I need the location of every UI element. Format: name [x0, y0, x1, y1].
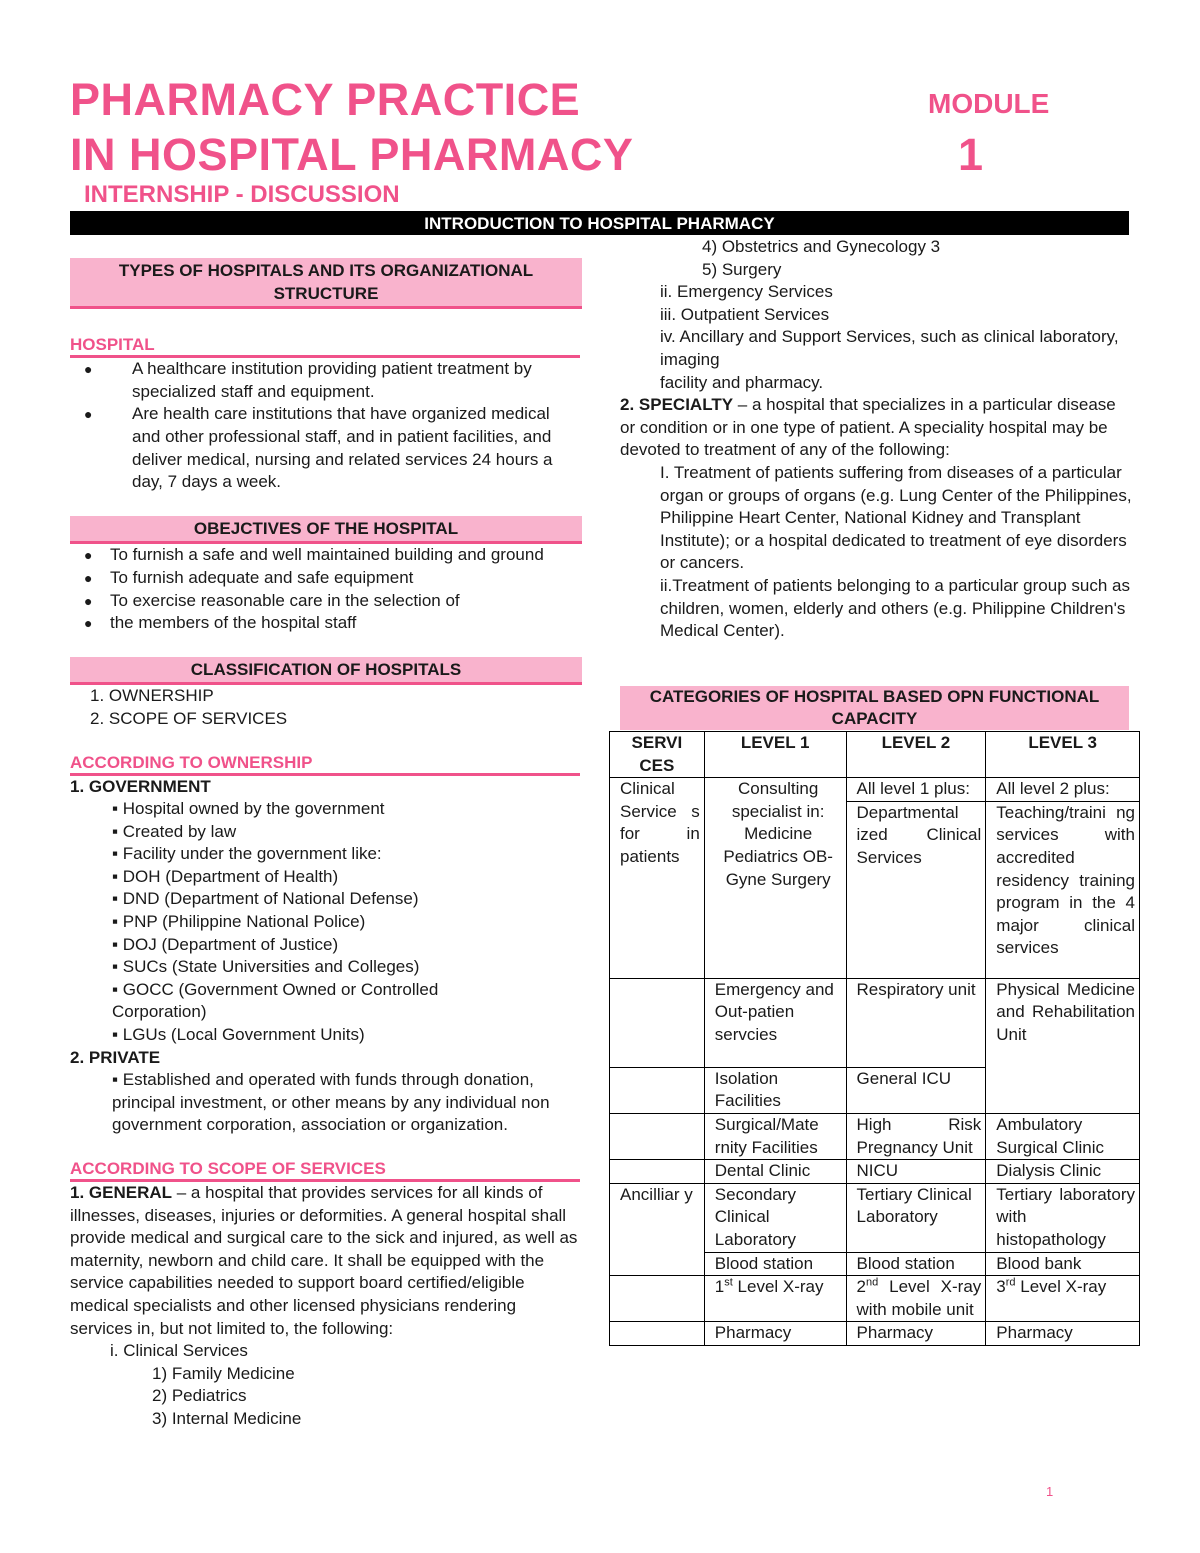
list-item: ii.Treatment of patients belonging to a particular group such as children, women, elderly and others (e.g. Philippine Children's Medical Center).: [660, 575, 1130, 641]
table-cell: Ambulatory Surgical Clinic: [986, 1113, 1140, 1159]
module-label: MODULE: [928, 88, 1050, 119]
table-cell: Surgical/Mate rnity Facilities: [704, 1113, 846, 1159]
bullet-icon: ●: [84, 361, 93, 378]
bullet-icon: ●: [84, 406, 93, 423]
table-cell: Pharmacy: [846, 1322, 986, 1346]
table-cell: [610, 1322, 705, 1346]
table-row: [610, 1183, 1140, 1252]
list-item: [70, 567, 582, 590]
list-item: 5) Surgery: [702, 259, 782, 279]
table-header-row: [610, 732, 1140, 778]
table-cell: Blood bank: [986, 1252, 1140, 1276]
list-item: ▪ Hospital owned by the government: [112, 799, 385, 819]
list-item: [70, 358, 582, 403]
list-item: 1) Family Medicine: [152, 1363, 295, 1383]
table-cell: Tertiary laboratory with histopathology: [986, 1183, 1140, 1252]
subtitle: INTERNSHIP - DISCUSSION: [84, 181, 400, 208]
hospital-heading: HOSPITAL: [70, 335, 580, 358]
table-cell: Physical Medicine and Rehabilitation Unit: [986, 978, 1140, 1113]
government-title: 1. GOVERNMENT: [70, 776, 211, 796]
table-row: [610, 1322, 1140, 1346]
capacity-table: [609, 731, 1140, 1346]
list-item-text: Are health care institutions that have organized medical and other professional staff, and in patient facilities, and deliver medical, nursing and related services 24 hours a day, 7 days a week.: [132, 404, 553, 492]
clinical-services-label: i. Clinical Services: [110, 1341, 248, 1361]
table-row: [610, 1113, 1140, 1159]
list-item-text: To furnish a safe and well maintained building and ground: [110, 545, 544, 565]
specialty-title: 2. SPECIALTY: [620, 395, 734, 415]
table-cell: Tertiary Clinical Laboratory: [846, 1183, 986, 1252]
table-cell: Pharmacy: [986, 1322, 1140, 1346]
table-cell: Dialysis Clinic: [986, 1160, 1140, 1184]
list-item: ▪ Created by law: [112, 821, 237, 841]
table-cell: Teaching/traini ng services with accredited residency training program in the 4 major clinical services: [986, 801, 1140, 978]
list-item: iii. Outpatient Services: [660, 304, 830, 324]
list-item: ii. Emergency Services: [660, 282, 833, 302]
table-cell: Pharmacy: [704, 1322, 846, 1346]
table-cell: High Risk Pregnancy Unit: [846, 1113, 986, 1159]
table-cell: [610, 1067, 705, 1113]
table-row: [610, 778, 1140, 802]
table-cell: Clinical Service s for in patients: [610, 778, 705, 979]
list-item: [70, 403, 582, 493]
table-header: LEVEL 1: [704, 732, 846, 778]
table-cell: [610, 1276, 705, 1322]
scope-heading: ACCORDING TO SCOPE OF SERVICES: [70, 1159, 580, 1182]
module-number: 1: [958, 129, 984, 180]
table-cell: Dental Clinic: [704, 1160, 846, 1184]
list-item: ▪ DOH (Department of Health): [112, 866, 339, 886]
list-item-text: To furnish adequate and safe equipment: [110, 567, 414, 587]
list-item: [70, 612, 582, 635]
table-cell: 2nd Level X-ray with mobile unit: [846, 1276, 986, 1322]
list-item: ▪ DOJ (Department of Justice): [112, 934, 339, 954]
table-cell: Emergency and Out-patien servcies: [704, 978, 846, 1067]
general-paragraph: [70, 1182, 582, 1340]
table-cell: Secondary Clinical Laboratory: [704, 1183, 846, 1252]
page-number: 1: [1046, 1484, 1054, 1499]
list-item-text: A healthcare institution providing patient treatment by specialized staff and equipment.: [132, 359, 532, 401]
table-cell: [610, 978, 705, 1067]
table-cell: General ICU: [846, 1067, 986, 1113]
list-item: 2) Pediatrics: [152, 1386, 247, 1406]
intro-bar: INTRODUCTION TO HOSPITAL PHARMACY: [70, 211, 1129, 235]
list-item: 1. OWNERSHIP: [90, 686, 214, 706]
table-row: [610, 1160, 1140, 1184]
table-cell: All level 1 plus:: [846, 778, 986, 802]
ownership-heading: ACCORDING TO OWNERSHIP: [70, 753, 580, 776]
table-cell: 3rd Level X-ray: [986, 1276, 1140, 1322]
table-cell: Blood station: [846, 1252, 986, 1276]
table-cell: Blood station: [704, 1252, 846, 1276]
table-row: [610, 978, 1140, 1067]
list-item: I. Treatment of patients suffering from diseases of a particular organ or groups of organs (e.g. Lung Center of the Philippines, Philippine Heart Center, National Kidney and Transplant Institute); or a hospital dedicated to treatment of eye disorders or cancers.: [660, 462, 1132, 573]
classification-heading: CLASSIFICATION OF HOSPITALS: [70, 657, 582, 686]
general-title: 1. GENERAL: [70, 1183, 173, 1202]
list-item-text: To exercise reasonable care in the selection of: [110, 590, 460, 610]
table-cell: Respiratory unit: [846, 978, 986, 1067]
table-header: LEVEL 3: [986, 732, 1140, 778]
bullet-icon: ●: [84, 569, 93, 586]
specialty-text: – a hospital that specializes in a particular disease or condition or in one type of patient. A speciality hospital may be devoted to treatment of any of the following:: [620, 395, 1116, 460]
table-row: [610, 1276, 1140, 1322]
objectives-heading: OBEJCTIVES OF THE HOSPITAL: [70, 516, 582, 545]
title-line-2: IN HOSPITAL PHARMACY: [70, 129, 634, 180]
bullet-icon: ●: [84, 592, 93, 609]
general-text: – a hospital that provides services for all kinds of illnesses, diseases, injuries or deformities. A general hospital shall provide medical and surgical care to the sick and injured, as well as maternity, newborn and child care. It shall be equipped with the service capabilities needed to support board certified/eligible medical specialists and other licensed physicians rendering services in, but not limited to, the following:: [70, 1183, 578, 1338]
list-item: ▪ Facility under the government like:: [112, 844, 382, 864]
table-cell: All level 2 plus:: [986, 778, 1140, 802]
private-text: ▪ Established and operated with funds through donation, principal investment, or other means by any individual non government corporation, association or organization.: [112, 1070, 550, 1135]
table-cell: NICU: [846, 1160, 986, 1184]
bullet-icon: ●: [84, 615, 93, 632]
table-cell: Consulting specialist in: Medicine Pediatrics OB-Gyne Surgery: [704, 778, 846, 979]
table-header: LEVEL 2: [846, 732, 986, 778]
categories-heading: CATEGORIES OF HOSPITAL BASED OPN FUNCTIONAL CAPACITY: [620, 686, 1129, 730]
table-cell: 1st Level X-ray: [704, 1276, 846, 1322]
list-item: 4) Obstetrics and Gynecology 3: [702, 237, 941, 256]
left-column: [70, 258, 582, 1431]
title-line-1: PHARMACY PRACTICE: [70, 74, 581, 125]
list-item: [70, 544, 582, 567]
list-item: ▪ GOCC (Government Owned or Controlled Corporation): [112, 979, 439, 1022]
bullet-icon: ●: [84, 547, 93, 564]
table-cell: Isolation Facilities: [704, 1067, 846, 1113]
table-cell: [610, 1160, 705, 1184]
list-item: 3) Internal Medicine: [152, 1408, 302, 1428]
list-item-text: the members of the hospital staff: [110, 613, 357, 633]
list-item: ▪ SUCs (State Universities and Colleges): [112, 957, 420, 977]
types-heading: TYPES OF HOSPITALS AND ITS ORGANIZATIONAL STRUCTURE: [70, 258, 582, 309]
list-item: 2. SCOPE OF SERVICES: [90, 708, 288, 728]
list-item: ▪ PNP (Philippine National Police): [112, 912, 366, 932]
list-item: [70, 590, 582, 613]
private-title: 2. PRIVATE: [70, 1047, 161, 1067]
specialty-paragraph: [620, 394, 1135, 462]
list-item: iv. Ancillary and Support Services, such as clinical laboratory, imaging: [660, 327, 1119, 369]
table-cell: Ancilliar y: [610, 1183, 705, 1275]
right-column: [620, 236, 1135, 643]
list-item: ▪ DND (Department of National Defense): [112, 889, 419, 909]
list-item: facility and pharmacy.: [660, 372, 824, 392]
table-cell: Departmental ized Clinical Services: [846, 801, 986, 978]
list-item: ▪ LGUs (Local Government Units): [112, 1025, 365, 1045]
table-cell: [610, 1113, 705, 1159]
table-header: SERVI CES: [610, 732, 705, 778]
